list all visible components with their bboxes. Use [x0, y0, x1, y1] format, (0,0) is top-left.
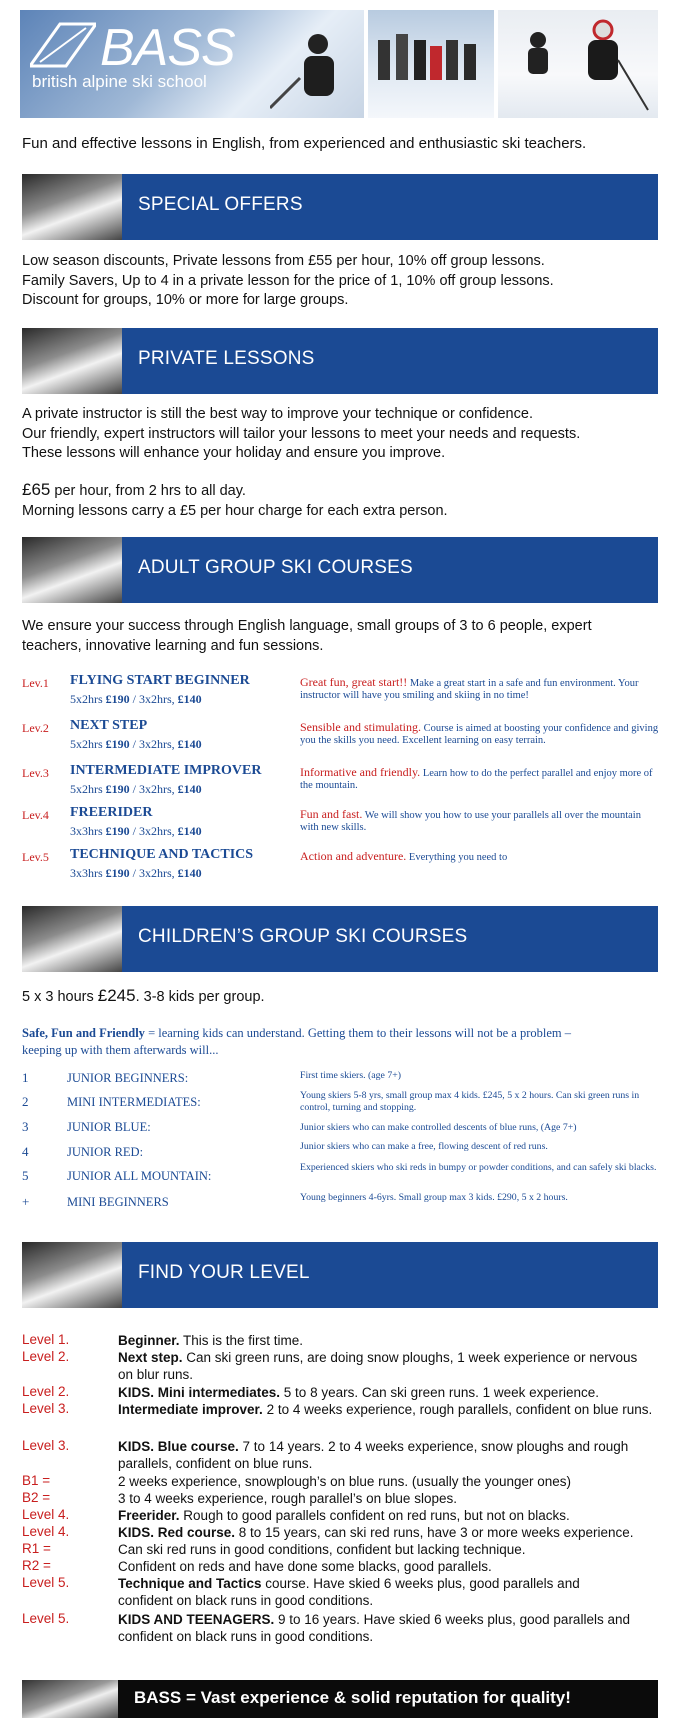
kid-course-description: Experienced skiers who ski reds in bumpy or powder conditions, and can safely ski blacks.	[300, 1162, 657, 1173]
course-level: Lev.3	[22, 766, 49, 780]
course-price: 5x2hrs £190 / 3x2hrs, £140	[70, 692, 202, 706]
level-label: R2 =	[22, 1558, 51, 1573]
logo-mark-icon	[30, 22, 96, 68]
course-price: 5x2hrs £190 / 3x2hrs, £140	[70, 782, 202, 796]
level-label: Level 4.	[22, 1507, 70, 1522]
level-description: Next step. Can ski green runs, are doing snow ploughs, 1 week experience or nervous on blur runs.	[118, 1350, 638, 1382]
level-description: Beginner. This is the first time.	[118, 1333, 304, 1348]
kid-course-name: JUNIOR BEGINNERS:	[67, 1071, 189, 1085]
level-description: Freerider. Rough to good parallels confident on red runs, but not on blacks.	[118, 1508, 570, 1523]
course-description: Great fun, great start!! Make a great start in a safe and fun environment. Your instructor will have you smiling and skiing in no time!	[300, 675, 639, 701]
footer-banner	[22, 1680, 658, 1718]
course-name: TECHNIQUE AND TACTICS	[70, 847, 254, 862]
kid-course-description: Young skiers 5-8 yrs, small group max 4 kids. £245, 5 x 2 hours. Can ski green runs in control, turning and stopping.	[300, 1090, 640, 1113]
skier-thumbnail	[22, 906, 122, 972]
private-price	[22, 480, 246, 502]
level-description: Technique and Tactics course. Have skied 6 weeks plus, good parallels and confident on black runs in good conditions.	[118, 1576, 580, 1608]
skier-thumbnail	[22, 174, 122, 240]
course-name: FLYING START BEGINNER	[70, 673, 250, 688]
adult-intro-line: We ensure your success through English language, small groups of 3 to 6 people, expert	[22, 618, 592, 634]
kid-course-description: Young beginners 4-6yrs. Small group max 3 kids. £290, 5 x 2 hours.	[300, 1192, 568, 1203]
level-label: Level 5.	[22, 1575, 70, 1590]
kid-course-description: Junior skiers who can make a free, flowing descent of red runs.	[300, 1141, 548, 1152]
group-photo	[368, 10, 494, 118]
adult-courses-banner	[22, 537, 658, 603]
level-description: 2 weeks experience, snowplough’s on blue runs. (usually the younger ones)	[118, 1474, 572, 1489]
price-value: £65	[22, 480, 51, 499]
logo-text: BASS	[100, 19, 235, 77]
kid-course-name: MINI BEGINNERS	[67, 1195, 169, 1209]
skier-thumbnail	[22, 328, 122, 394]
kid-course-name: JUNIOR ALL MOUNTAIN:	[67, 1169, 212, 1183]
course-level: Lev.5	[22, 850, 49, 864]
section-title: ADULT GROUP SKI COURSES	[138, 557, 413, 578]
private-line: These lessons will enhance your holiday and ensure you improve.	[22, 445, 446, 461]
course-price: 3x3hrs £190 / 3x2hrs, £140	[70, 824, 202, 838]
special-offers-banner	[22, 174, 658, 240]
kid-course-number: 1	[22, 1070, 29, 1085]
children-courses-banner	[22, 906, 658, 972]
kid-course-number: 5	[22, 1168, 29, 1183]
level-label: Level 2.	[22, 1384, 70, 1399]
level-label: R1 =	[22, 1541, 51, 1556]
kid-course-number: 3	[22, 1119, 29, 1134]
course-level: Lev.2	[22, 721, 49, 735]
special-offers-text	[22, 252, 554, 311]
intro-text: Fun and effective lessons in English, from experienced and enthusiastic ski teachers.	[22, 135, 587, 152]
kid-course-number: +	[22, 1194, 30, 1209]
private-line: A private instructor is still the best way to improve your technique or confidence.	[22, 406, 533, 422]
price-detail: per hour, from 2 hrs to all day.	[50, 483, 246, 499]
course-level: Lev.1	[22, 676, 49, 690]
footer-slogan: BASS = Vast experience & solid reputation for quality!	[134, 1688, 571, 1707]
skier-thumbnail	[22, 537, 122, 603]
course-level: Lev.4	[22, 808, 49, 822]
level-description: Can ski red runs in good conditions, confident but lacking technique.	[118, 1542, 526, 1557]
level-label: Level 3.	[22, 1438, 70, 1453]
course-description: Fun and fast. We will show you how to use your parallels all over the mountain with new skills.	[300, 807, 641, 833]
private-lessons-text	[22, 405, 580, 464]
logo-tagline: british alpine ski school	[32, 72, 207, 91]
kid-course-name: JUNIOR RED:	[67, 1145, 144, 1159]
level-description: KIDS AND TEENAGERS. 9 to 16 years. Have skied 6 weeks plus, good parallels and confident on black runs in good conditions.	[118, 1612, 630, 1644]
skier-thumbnail	[22, 1680, 118, 1718]
course-name: FREERIDER	[70, 805, 153, 820]
kid-course-name: JUNIOR BLUE:	[67, 1120, 151, 1134]
section-title: CHILDREN’S GROUP SKI COURSES	[138, 926, 468, 947]
level-description: KIDS. Blue course. 7 to 14 years. 2 to 4 weeks experience, snow ploughs and rough parallels, confident on blue runs.	[118, 1439, 629, 1471]
kid-course-name: MINI INTERMEDIATES:	[67, 1095, 201, 1109]
level-label: Level 4.	[22, 1524, 70, 1539]
level-description: KIDS. Mini intermediates. 5 to 8 years. Can ski green runs. 1 week experience.	[118, 1385, 599, 1400]
level-description: Confident on reds and have done some blacks, good parallels.	[118, 1559, 492, 1574]
level-label: Level 1.	[22, 1332, 70, 1347]
morning-charge: Morning lessons carry a £5 per hour charge for each extra person.	[22, 503, 448, 519]
section-title: SPECIAL OFFERS	[138, 194, 303, 215]
header-logo-panel	[20, 10, 364, 118]
course-price: 3x3hrs £190 / 3x2hrs, £140	[70, 866, 202, 880]
level-description: 3 to 4 weeks experience, rough parallel’s on blue slopes.	[118, 1491, 457, 1506]
children-price: 5 x 3 hours £245. 3-8 kids per group.	[22, 986, 265, 1005]
course-description: Informative and friendly. Learn how to do the perfect parallel and enjoy more of the mountain.	[300, 765, 653, 791]
section-title: PRIVATE LESSONS	[138, 348, 315, 369]
find-level-banner	[22, 1242, 658, 1308]
level-label: Level 5.	[22, 1611, 70, 1626]
offer-line: Low season discounts, Private lessons from £55 per hour, 10% off group lessons.	[22, 253, 545, 269]
course-name: NEXT STEP	[70, 718, 148, 733]
section-title: FIND YOUR LEVEL	[138, 1262, 310, 1283]
adult-intro	[22, 617, 592, 656]
offer-line: Discount for groups, 10% or more for large groups.	[22, 292, 349, 308]
kid-course-description: Junior skiers who can make controlled descents of blue runs, (Age 7+)	[300, 1122, 577, 1133]
course-name: INTERMEDIATE IMPROVER	[70, 763, 262, 778]
children-intro: Safe, Fun and Friendly = learning kids can understand. Getting them to their lessons will not be a problem – keeping up with them afterwards will...	[22, 1026, 571, 1057]
course-description: Sensible and stimulating. Course is aimed at boosting your confidence and giving you the skills you need. Excellent learning on easy terrain.	[300, 720, 659, 746]
kid-course-description: First time skiers. (age 7+)	[300, 1070, 402, 1081]
course-price: 5x2hrs £190 / 3x2hrs, £140	[70, 737, 202, 751]
private-line: Our friendly, expert instructors will tailor your lessons to meet your needs and requests.	[22, 425, 581, 442]
kid-course-number: 4	[22, 1144, 29, 1159]
level-description: Intermediate improver. 2 to 4 weeks experience, rough parallels, confident on blue runs.	[118, 1402, 653, 1417]
skiers-photo	[498, 10, 658, 118]
kid-course-number: 2	[22, 1094, 29, 1109]
level-description: KIDS. Red course. 8 to 15 years, can ski red runs, have 3 or more weeks experience.	[118, 1525, 634, 1540]
level-label: B2 =	[22, 1490, 51, 1505]
adult-intro-line: teachers, innovative learning and fun sessions.	[22, 637, 324, 654]
private-lessons-banner	[22, 328, 658, 394]
skier-thumbnail	[22, 1242, 122, 1308]
level-label: B1 =	[22, 1473, 51, 1488]
level-label: Level 2.	[22, 1349, 70, 1364]
offer-line: Family Savers, Up to 4 in a private lesson for the price of 1, 10% off group lessons.	[22, 272, 554, 289]
skier-photo	[270, 28, 360, 118]
course-description: Action and adventure. Everything you need to	[300, 849, 508, 863]
level-label: Level 3.	[22, 1401, 70, 1416]
